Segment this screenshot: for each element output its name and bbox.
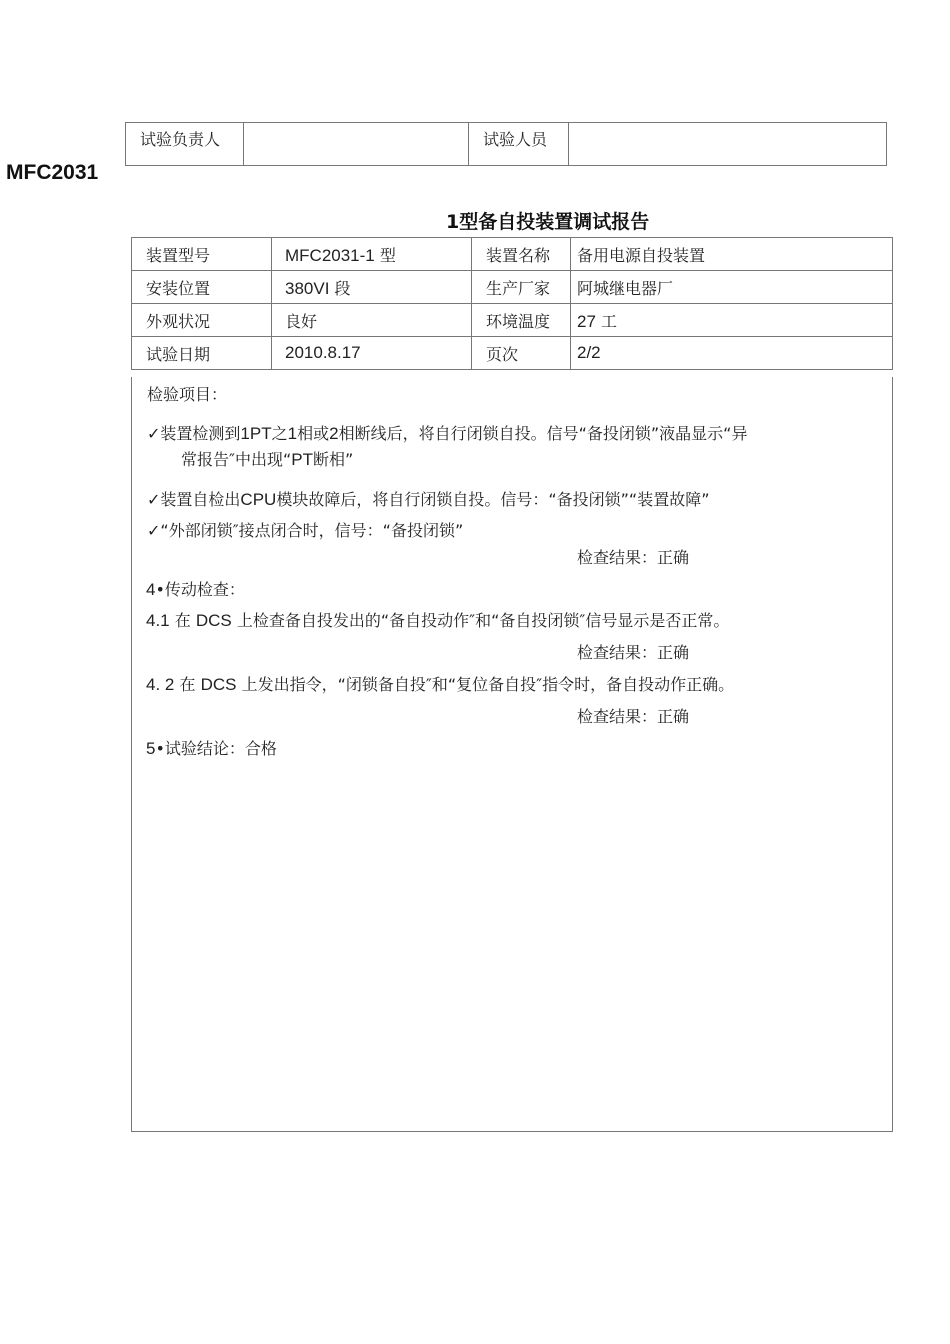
table-row <box>132 238 893 271</box>
text: 5 <box>146 739 156 758</box>
text: DCS <box>200 675 237 694</box>
item-4-2 <box>146 672 734 695</box>
cell-value: 阿城继电器厂 <box>571 271 893 304</box>
cell-value-latin: 2/2 <box>577 343 601 362</box>
check-item-external-lock: ✓“外部闭锁″接点闭合时，信号：“备投闭锁” <box>147 521 464 540</box>
test-leader-label: 试验负责人 <box>126 123 244 166</box>
cell-value: 备用电源自投装置 <box>571 238 893 271</box>
check-result: 检查结果：正确 <box>577 707 690 726</box>
cell-value <box>272 238 472 271</box>
text: 断相” <box>313 450 354 469</box>
cell-value <box>272 304 472 337</box>
text: DCS <box>195 611 232 630</box>
text: 1PT <box>240 424 272 443</box>
text: CPU <box>240 490 277 509</box>
section-4-heading <box>146 577 245 600</box>
cell-value-cn: 良好 <box>285 311 318 331</box>
cell-label: 生产厂家 <box>472 271 571 304</box>
text: 模块故障后，将自行闭锁自投。信号：“备投闭锁”“装置故障” <box>276 490 710 509</box>
cell-value-cn: 工 <box>595 311 618 331</box>
cell-value-cn: 段 <box>329 278 351 298</box>
tester-label: 试验人员 <box>469 123 569 166</box>
cell-value <box>272 271 472 304</box>
cell-value-latin: 27 <box>577 311 596 331</box>
text: 4.1 <box>146 611 170 630</box>
text: 上发出指令，“闭锁备自投″和“复位备自投″指令时，备自投动作正确。 <box>241 675 735 694</box>
cell-value-latin: 380VI <box>285 278 330 298</box>
text: 4. 2 <box>146 675 175 694</box>
inspection-heading: 检验项目： <box>147 385 228 404</box>
text: ✓装置检测到 <box>147 424 241 443</box>
text: 上检查备自投发出的“备自投动作″和“备自投闭锁″信号显示是否正常。 <box>236 611 730 630</box>
text: 在 <box>179 675 196 694</box>
text: 1 <box>287 424 298 443</box>
text: 相断线后，将自行闭锁自投。信号“备投闭锁”液晶显示“异 <box>338 424 748 443</box>
text: 在 <box>174 611 191 630</box>
cell-label: 外观状况 <box>132 304 272 337</box>
cell-value-cn: 型 <box>374 245 396 265</box>
cell-label: 装置型号 <box>132 238 272 271</box>
table-row <box>132 271 893 304</box>
table-row <box>132 304 893 337</box>
text: •试验结论：合格 <box>155 739 277 758</box>
test-leader-value <box>244 123 469 166</box>
cell-value <box>272 337 472 370</box>
section-5-conclusion <box>146 736 277 759</box>
text: 之 <box>271 424 288 443</box>
text: 相或 <box>297 424 330 443</box>
cell-label: 装置名称 <box>472 238 571 271</box>
table-row <box>132 337 893 370</box>
item-4-1 <box>146 608 729 631</box>
cell-label: 环境温度 <box>472 304 571 337</box>
signature-table <box>125 122 887 166</box>
text: ✓装置自检出 <box>147 490 241 509</box>
side-title: MFC2031 <box>6 161 99 184</box>
text: 4 <box>146 580 156 599</box>
device-info-table <box>131 237 893 370</box>
cell-value <box>571 304 893 337</box>
text: 2 <box>329 424 339 443</box>
text: •传动检查： <box>155 580 245 599</box>
cell-label: 页次 <box>472 337 571 370</box>
text: PT <box>291 450 314 469</box>
check-item-cpu-fault <box>147 487 710 510</box>
cell-value <box>571 337 893 370</box>
check-item-pt-break <box>147 421 747 444</box>
cell-label: 安装位置 <box>132 271 272 304</box>
text: 常报告″中出现“ <box>181 450 292 469</box>
check-result: 检查结果：正确 <box>577 643 690 662</box>
cell-value-latin: 2010.8.17 <box>285 343 361 362</box>
report-title: 1型备自投装置调试报告 <box>446 211 650 233</box>
tester-value <box>569 123 887 166</box>
check-result: 检查结果：正确 <box>577 548 690 567</box>
check-item-pt-break-cont <box>181 447 353 470</box>
signature-row <box>126 123 887 166</box>
cell-value-latin: MFC2031-1 <box>285 245 375 265</box>
cell-label: 试验日期 <box>132 337 272 370</box>
